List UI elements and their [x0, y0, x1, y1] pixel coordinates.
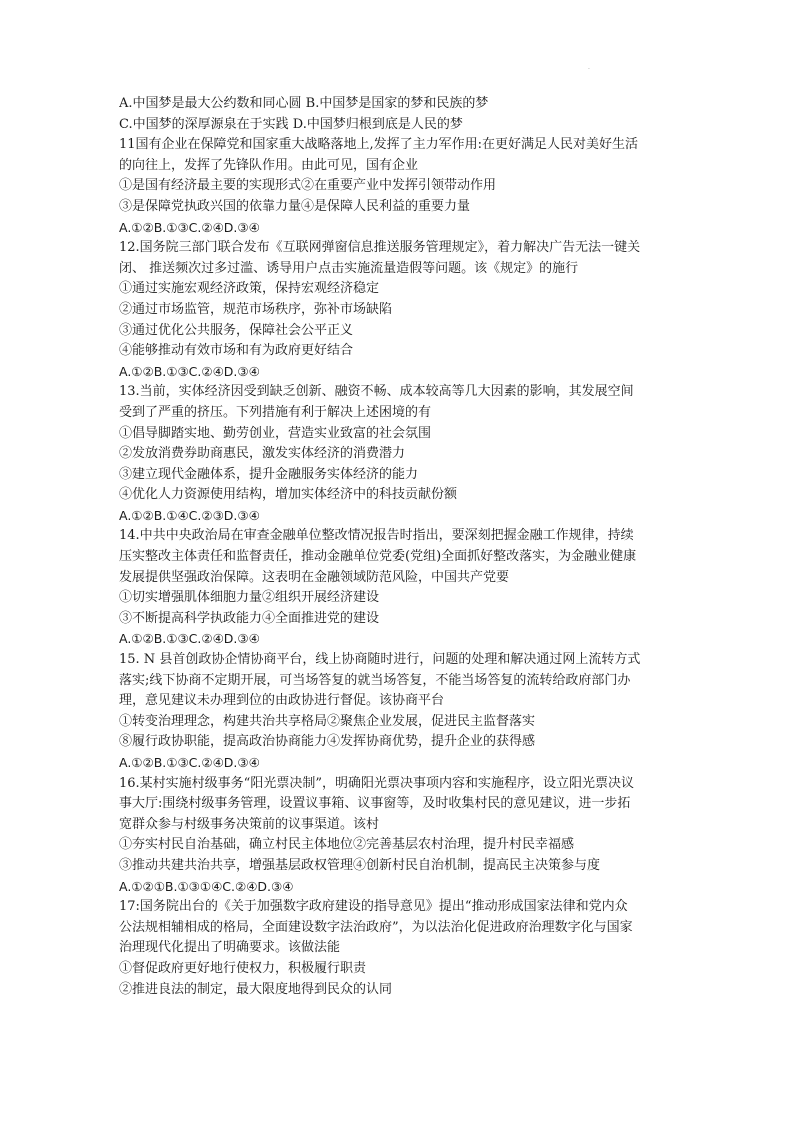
question-text-line: 闭、 推送频次过多过滥、诱导用户点击实施流量造假等问题。该《规定》的施行: [119, 260, 579, 276]
option-text-line: ①切实增强肌体细胞力量②组织开展经济建设: [119, 590, 380, 606]
option-text-line: ④优化人力资源使用结构，增加实体经济中的科技贡献份额: [119, 487, 458, 503]
exam-page-content: [119, 94, 701, 1000]
option-text-line: ①督促政府更好地行使权力，积极履行职责: [119, 960, 367, 976]
option-text-line: ③建立现代金融体系，提升金融服务实体经济的能力: [119, 466, 419, 482]
answer-options-line: A.①②B.①③C.②④D.③④: [119, 219, 260, 235]
question-text-line: 14.中共中央政治局在审查金融单位整改情况报告时指出，要深刻把握金融工作规律，持续: [119, 528, 634, 544]
option-text-line: ③推动共建共治共享，增强基层政权管理④创新村民自治机制，提高民主决策参与度: [119, 857, 601, 873]
question-text-line: 宽群众参与村级事务决策前的议事渠道。该村: [119, 816, 380, 832]
option-text-line: ①转变治理理念，构建共治共享格局②聚焦企业发展，促进民主监督落实: [119, 713, 536, 729]
option-text-line: C.中国梦的深厚源泉在于实践 D.中国梦归根到底是人民的梦: [119, 116, 463, 132]
option-text-line: ①是国有经济最主要的实现形式②在重要产业中发挥引领带动作用: [119, 178, 497, 194]
page-mark: .: [588, 64, 590, 71]
question-text-line: 11国有企业在保障党和国家重大战略落地上,发挥了主力军作用:在更好满足人民对美好生活: [119, 137, 639, 153]
option-text-line: ①倡导脚踏实地、勤劳创业，营造实业致富的社会氛围: [119, 425, 432, 441]
question-text-line: 12.国务院三部门联合发布《互联网弹窗信息推送服务管理规定》，着力解决广告无法一键关: [119, 240, 641, 256]
question-text-line: 压实整改主体责任和监督责任，推动金融单位党委(党组)全面抓好整改落实，为金融业健康: [119, 549, 637, 565]
option-text-line: ③不断提高科学执政能力④全面推进党的建设: [119, 610, 380, 626]
option-text-line: ②推进良法的制定，最大限度地得到民众的认同: [119, 981, 393, 997]
option-text-line: ⑧履行政协职能，提高政治协商能力④发挥协商优势，提升企业的获得感: [119, 734, 536, 750]
option-text-line: ①夯实村民自治基础，确立村民主体地位②完善基层农村治理，提升村民幸福感: [119, 837, 575, 853]
answer-options-line: A.①②①B.①③①④C.②④D.③④: [119, 878, 294, 894]
question-text-line: 受到了严重的挤压。下列措施有利于解决上述困境的有: [119, 404, 432, 420]
question-text-line: 理，意见建议未办理到位的由政协进行督促。该协商平台: [119, 693, 445, 709]
question-text-line: 公法规相辅相成的格局，全面建设数字法治政府”，为以法治化促进政府治理数字化与国家: [119, 919, 633, 935]
option-text-line: ③是保障党执政兴国的依靠力量④是保障人民利益的重要力量: [119, 198, 471, 214]
question-text-line: 13.当前，实体经济因受到缺乏创新、融资不畅、成本较高等几大因素的影响，其发展空间: [119, 384, 634, 400]
option-text-line: ④能够推动有效市场和有为政府更好结合: [119, 343, 354, 359]
question-text-line: 发展提供坚强政治保障。这表明在金融领域防范风险，中国共产党要: [119, 569, 510, 585]
option-text-line: A.中国梦是最大公约数和同心圆 B.中国梦是国家的梦和民族的梦: [119, 96, 489, 111]
question-text-line: 落实;线下协商不定期开展，可当场答复的就当场答复，不能当场答复的流转给政府部门办: [119, 672, 631, 688]
question-text-line: 事大厅:围绕村级事务管理，设置议事箱、议事窗等，及时收集村民的意见建议，进一步拓: [119, 796, 631, 812]
question-text-line: 15. N 县首创政协企情协商平台，线上协商随时进行，问题的处理和解决通过网上流转方式: [119, 652, 641, 668]
option-text-line: ②通过市场监管，规范市场秩序，弥补市场缺陷: [119, 301, 393, 317]
question-text-line: 17:国务院出台的《关于加强数字政府建设的指导意见》提出“推动形成国家法律和党内众: [119, 899, 628, 915]
question-text-line: 的向往上，发挥了先锋队作用。由此可见，国有企业: [119, 157, 419, 173]
option-text-line: ②发放消费券助商惠民，激发实体经济的消费潜力: [119, 446, 406, 462]
answer-options-line: A.①②B.①④C.②③D.③④: [119, 507, 260, 523]
question-text-line: 治理现代化提出了明确要求。该做法能: [119, 940, 341, 956]
question-text-line: 16.某村实施村级事务“阳光票决制”，明确阳光票决事项内容和实施程序，设立阳光票决议: [119, 775, 634, 791]
answer-options-line: A.①②B.①③C.②④D.③④: [119, 363, 260, 379]
answer-options-line: A.①②B.①③C.②④D.③④: [119, 755, 260, 770]
answer-options-line: A.①②B.①③C.②④D.③④: [119, 631, 260, 647]
option-text-line: ③通过优化公共服务，保障社会公平正义: [119, 322, 354, 338]
option-text-line: ①通过实施宏观经济政策，保持宏观经济稳定: [119, 281, 380, 297]
